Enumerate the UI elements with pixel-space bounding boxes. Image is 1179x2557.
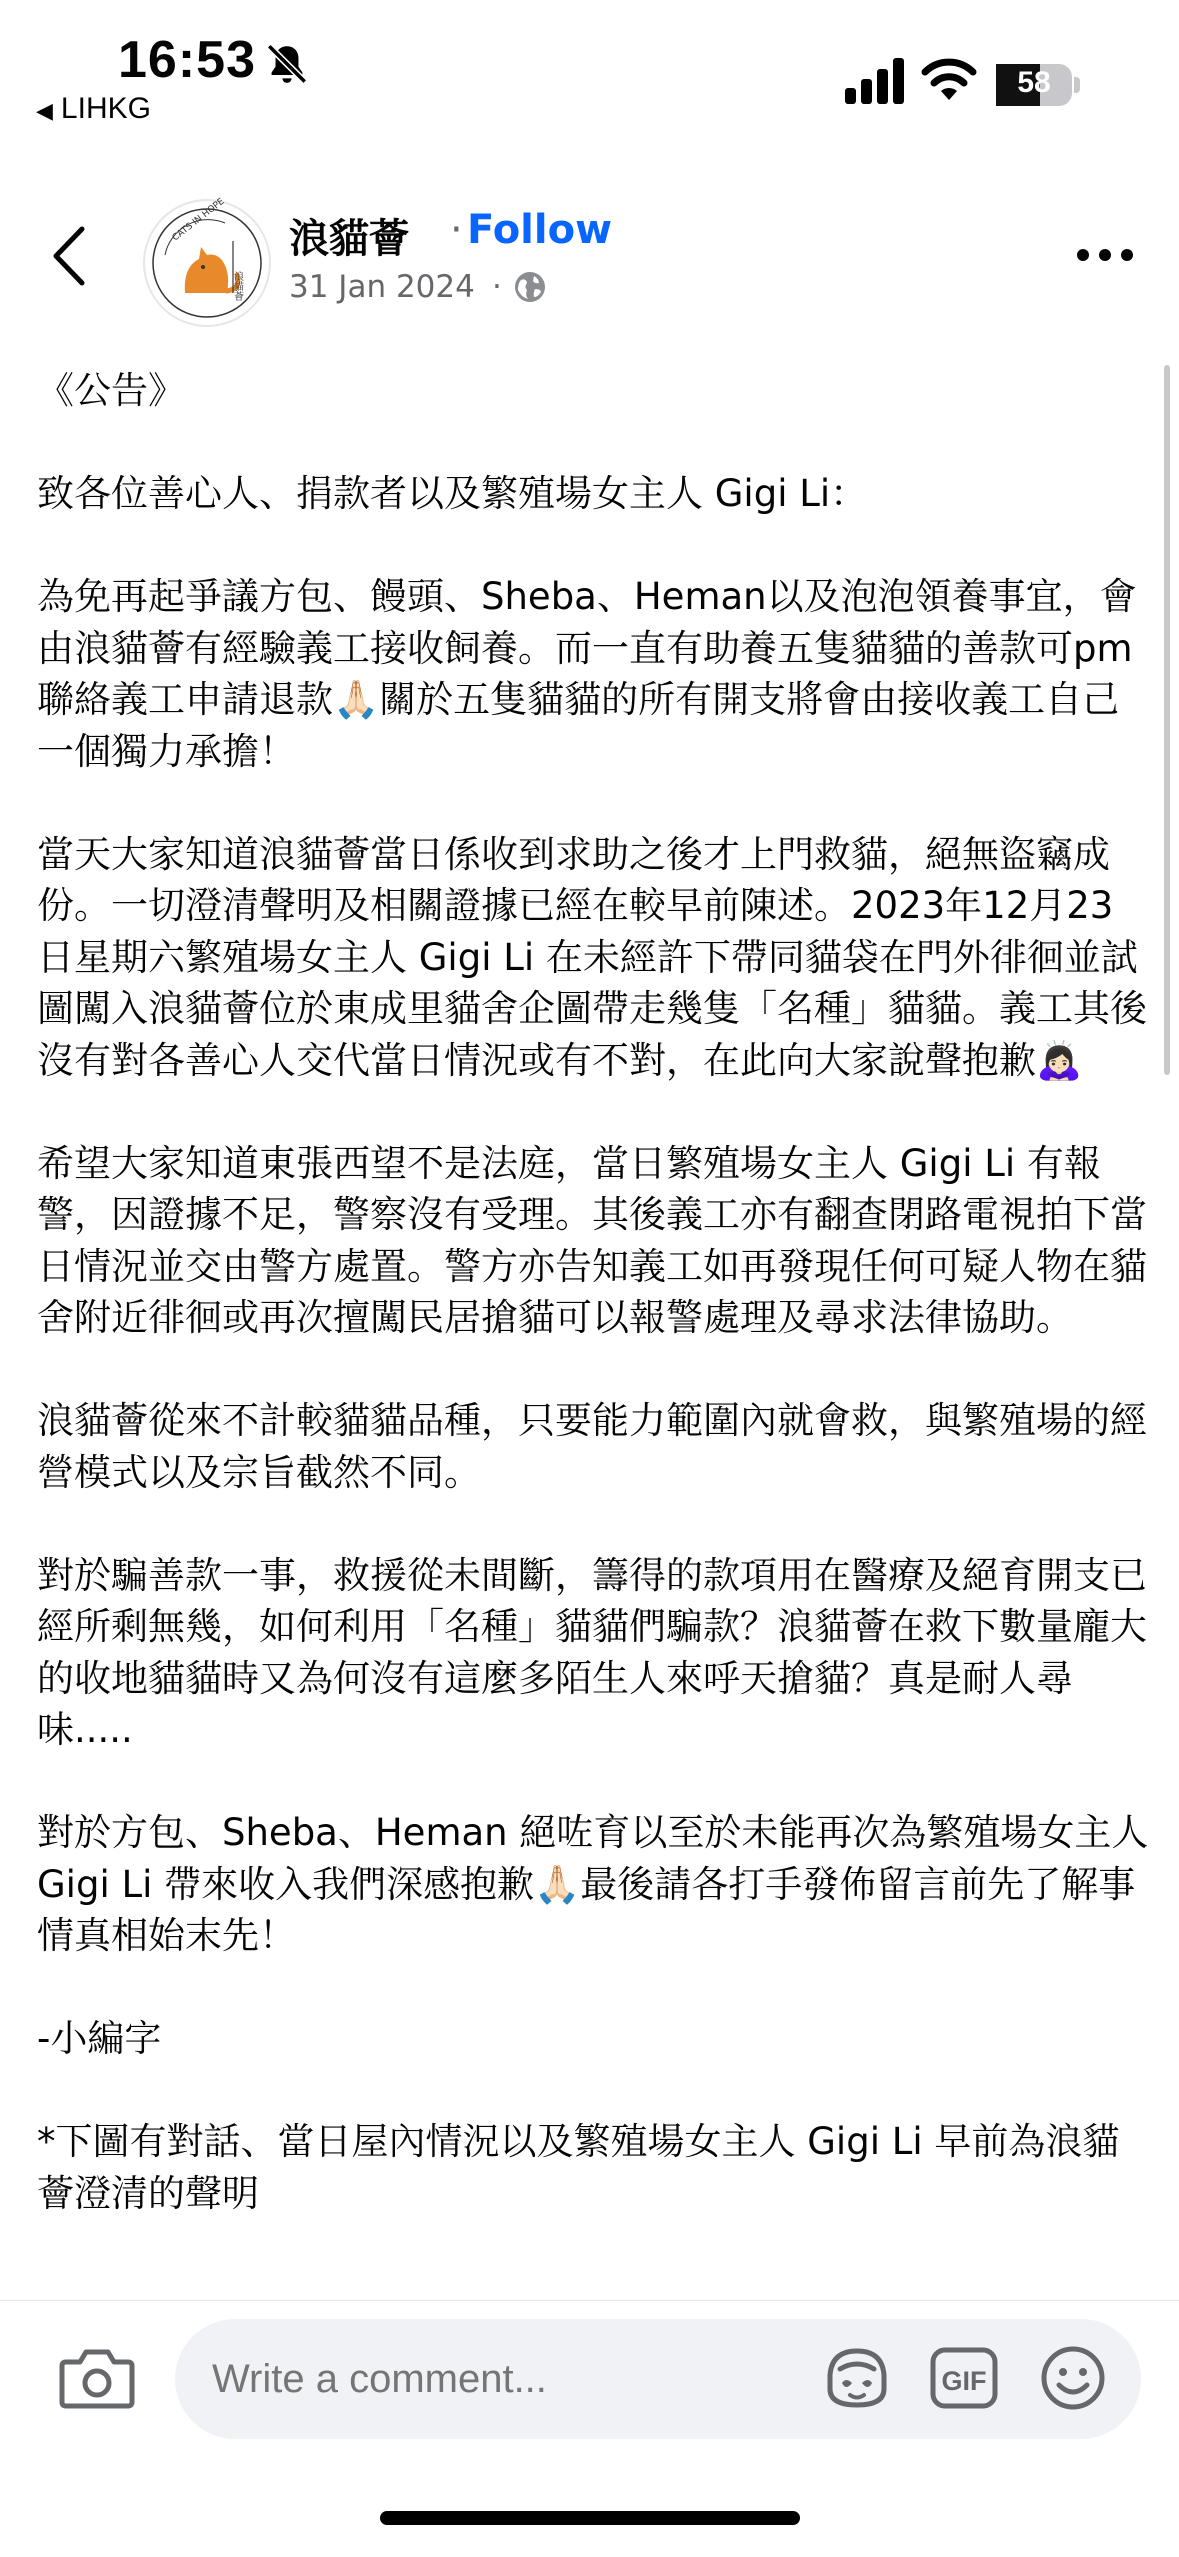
avatar-side-text: 浪貓薈 xyxy=(231,271,243,301)
emoji-icon[interactable] xyxy=(1040,2345,1106,2411)
cat-logo-icon xyxy=(145,196,269,325)
back-app-label: LIHKG xyxy=(60,92,151,125)
gif-label: GIF xyxy=(941,2366,987,2396)
follow-label: Follow xyxy=(467,207,613,253)
avatar-text: CATS IN HOPE xyxy=(170,196,227,244)
page-avatar[interactable] xyxy=(143,196,271,327)
comment-input[interactable] xyxy=(212,2349,772,2409)
back-chevron-icon[interactable] xyxy=(44,223,94,289)
post-date[interactable]: 31 Jan 2024 xyxy=(289,269,475,305)
follow-button[interactable] xyxy=(451,207,612,253)
date-separator: · xyxy=(492,269,502,305)
post-header xyxy=(0,185,1179,335)
wifi-icon xyxy=(920,56,978,104)
back-triangle-icon: ◀ xyxy=(36,98,53,123)
gif-icon[interactable] xyxy=(930,2347,998,2409)
status-bar xyxy=(0,0,1179,140)
camera-icon[interactable] xyxy=(60,2346,134,2410)
name-separator: · xyxy=(450,207,463,253)
status-time: 16:53 xyxy=(118,31,256,89)
scrollbar[interactable] xyxy=(1164,365,1170,1075)
back-to-app-link[interactable] xyxy=(36,92,151,126)
page-name[interactable]: 浪貓薈 xyxy=(289,216,409,262)
globe-icon xyxy=(513,270,547,304)
home-indicator[interactable] xyxy=(380,2511,800,2525)
post-body-text: 《公告》 致各位善心人、捐款者以及繁殖場女主人 Gigi Li： 為免再起爭議方包、饅頭、Sheba、Heman以及泡泡領養事宜，會由浪貓薈有經驗義工接收飼養。而一直有助養五隻貓貓的善款可pm聯絡義工申請退款🙏🏻關於五隻貓貓的所有開支將會由接收義工自己一個獨力承擔！ 當天大家知道浪貓薈當日係收到求助之後才上門救貓，絕無盜竊成份。一切澄清聲明及相關證據已經在較早前陳述。2023年12月23日星期六繁殖場女主人 Gigi Li 在未經許下帶同貓袋在門外徘徊並試圖闖入浪貓薈位於東成里貓舍企圖帶走幾隻「名種」貓貓。義工其後沒有對各善心人交代當日情況或有不對，在此向大家說聲抱歉🙇🏻‍♀️ 希望大家知道東張西望不是法庭，當日繁殖場女主人 Gigi Li 有報警，因證據不足，警察沒有受理。其後義工亦有翻查閉路電視拍下當日情況並交由警方處置。警方亦告知義工如再發現任何可疑人物在貓舍附近徘徊或再次擅闖民居搶貓可以報警處理及尋求法律協助。 浪貓薈從來不計較貓貓品種，只要能力範圍內就會救，與繁殖場的經營模式以及宗旨截然不同。 對於騙善款一事，救援從未間斷，籌得的款項用在醫療及絕育開支已經所剩無幾，如何利用「名種」貓貓們騙款？浪貓薈在救下數量龐大的收地貓貓時又為何沒有這麼多陌生人來呼天搶貓？真是耐人尋味..... 對於方包、Sheba、Heman 絕咗育以至於未能再次為繁殖場女主人 Gigi Li 帶來收入我們深感抱歉🙏🏻最後請各打手發佈留言前先了解事情真相始末先！ -小編字 *下圖有對話、當日屋內情況以及繁殖場女主人 Gigi Li 早前為浪貓薈澄清的聲明 xyxy=(37,369,1149,2215)
more-options-icon[interactable] xyxy=(1075,245,1135,265)
cellular-signal-icon xyxy=(845,58,905,104)
bell-slash-icon xyxy=(262,40,312,90)
avatar-sticker-icon[interactable] xyxy=(822,2343,892,2413)
battery-level: 58 xyxy=(1017,66,1051,99)
battery-icon xyxy=(996,64,1076,106)
